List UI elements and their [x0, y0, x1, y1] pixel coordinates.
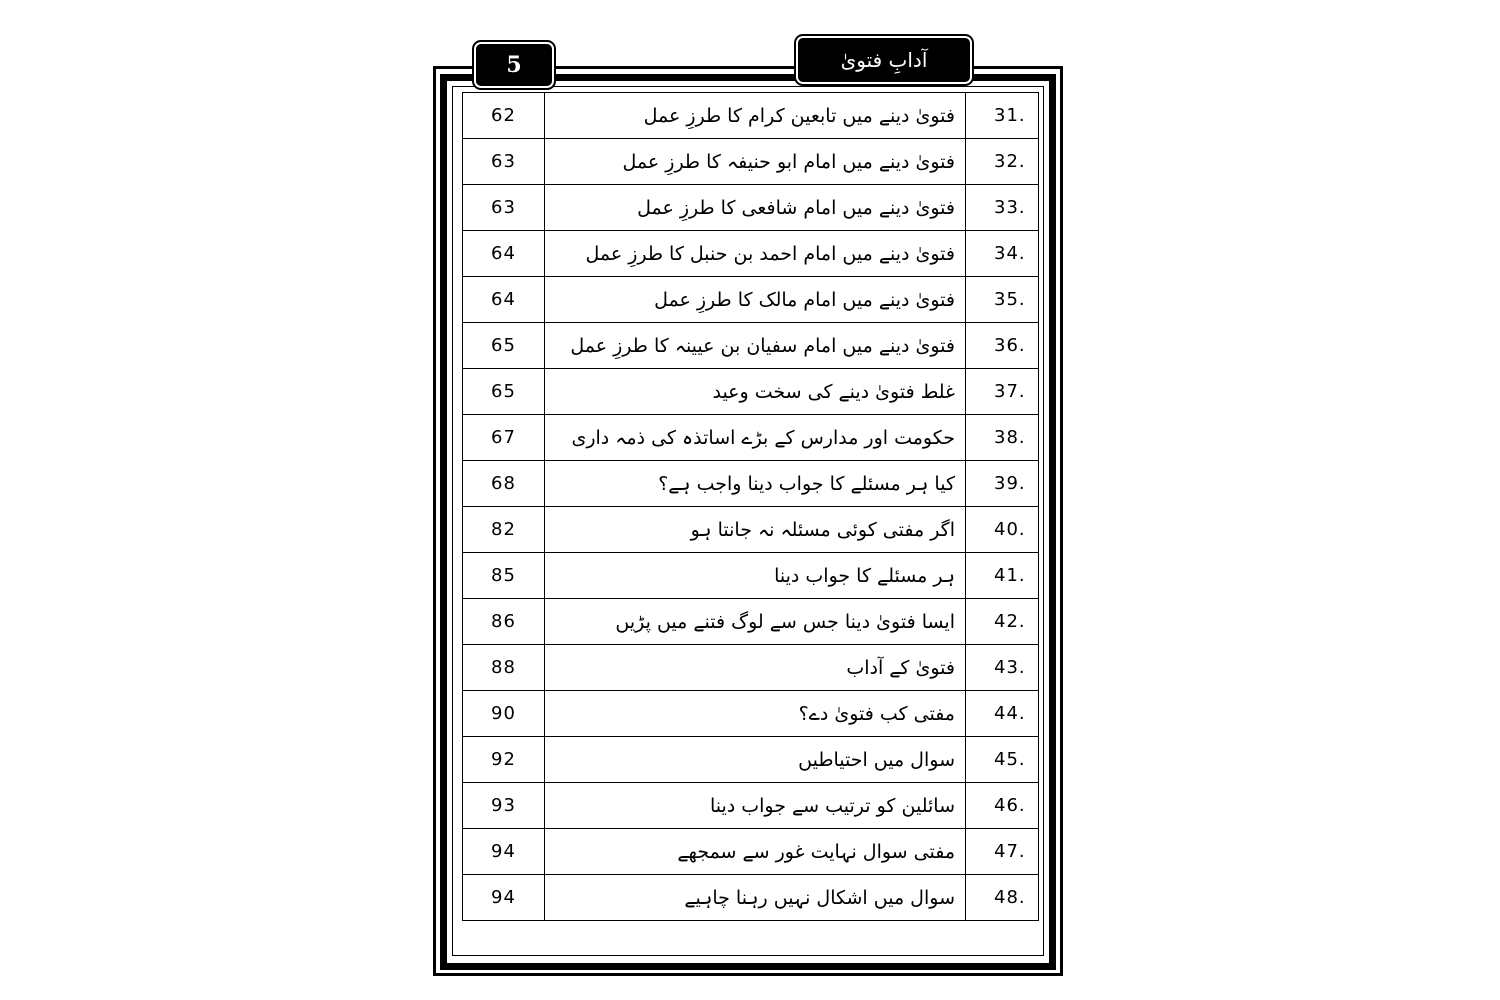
toc-entry-title: حکومت اور مدارس کے بڑے اساتذہ کی ذمہ داری — [545, 415, 966, 461]
toc-page-number: 86 — [463, 599, 545, 645]
toc-page-number: 68 — [463, 461, 545, 507]
toc-entry-number: 40. — [966, 507, 1039, 553]
toc-entry-number: 35. — [966, 277, 1039, 323]
toc-entry-title: فتویٰ کے آداب — [545, 645, 966, 691]
toc-entry-title: مفتی سوال نہایت غور سے سمجھے — [545, 829, 966, 875]
toc-entry-title: سوال میں احتیاطیں — [545, 737, 966, 783]
toc-page-number: 64 — [463, 231, 545, 277]
toc-entry-title: کیا ہر مسئلے کا جواب دینا واجب ہے؟ — [545, 461, 966, 507]
toc-entry-title: سائلین کو ترتیب سے جواب دینا — [545, 783, 966, 829]
toc-entry-number: 41. — [966, 553, 1039, 599]
toc-page-number: 63 — [463, 139, 545, 185]
book-title: آدابِ فتویٰ — [840, 48, 928, 72]
toc-entry-title: سوال میں اشکال نہیں رہنا چاہیے — [545, 875, 966, 921]
table-of-contents — [462, 92, 1039, 921]
table-row — [463, 645, 1039, 691]
toc-entry-number: 42. — [966, 599, 1039, 645]
toc-entry-title: فتویٰ دینے میں امام احمد بن حنبل کا طرزِ عمل — [545, 231, 966, 277]
table-row — [463, 829, 1039, 875]
toc-entry-number: 33. — [966, 185, 1039, 231]
toc-entry-number: 34. — [966, 231, 1039, 277]
toc-page-number: 94 — [463, 829, 545, 875]
table-row — [463, 461, 1039, 507]
table-row — [463, 93, 1039, 139]
table-row — [463, 599, 1039, 645]
toc-entry-number: 32. — [966, 139, 1039, 185]
toc-entry-number: 46. — [966, 783, 1039, 829]
toc-entry-number: 47. — [966, 829, 1039, 875]
toc-page-number: 92 — [463, 737, 545, 783]
toc-entry-title: غلط فتویٰ دینے کی سخت وعید — [545, 369, 966, 415]
toc-page-number: 90 — [463, 691, 545, 737]
toc-entry-title: ایسا فتویٰ دینا جس سے لوگ فتنے میں پڑیں — [545, 599, 966, 645]
toc-page-number: 82 — [463, 507, 545, 553]
toc-page-number: 67 — [463, 415, 545, 461]
table-row — [463, 369, 1039, 415]
toc-entry-title: مفتی کب فتویٰ دے؟ — [545, 691, 966, 737]
table-row — [463, 507, 1039, 553]
page-number: 5 — [506, 52, 522, 78]
toc-page-number: 64 — [463, 277, 545, 323]
toc-entry-number: 45. — [966, 737, 1039, 783]
toc-page-number: 65 — [463, 369, 545, 415]
toc-entry-title: فتویٰ دینے میں تابعین کرام کا طرزِ عمل — [545, 93, 966, 139]
toc-entry-number: 43. — [966, 645, 1039, 691]
toc-entry-number: 38. — [966, 415, 1039, 461]
table-row — [463, 737, 1039, 783]
toc-entry-title: ہر مسئلے کا جواب دینا — [545, 553, 966, 599]
toc-page-number: 88 — [463, 645, 545, 691]
book-title-tab — [798, 38, 970, 82]
table-row — [463, 783, 1039, 829]
table-row — [463, 139, 1039, 185]
toc-page-number: 65 — [463, 323, 545, 369]
toc-entry-number: 48. — [966, 875, 1039, 921]
toc-page-number: 63 — [463, 185, 545, 231]
toc-entry-number: 44. — [966, 691, 1039, 737]
table-row — [463, 185, 1039, 231]
page-number-tab — [476, 44, 552, 86]
table-row — [463, 875, 1039, 921]
table-row — [463, 323, 1039, 369]
toc-entry-title: فتویٰ دینے میں امام سفیان بن عیینہ کا طرزِ عمل — [545, 323, 966, 369]
toc-page-number: 94 — [463, 875, 545, 921]
table-row — [463, 691, 1039, 737]
table-row — [463, 231, 1039, 277]
toc-entry-title: فتویٰ دینے میں امام مالک کا طرزِ عمل — [545, 277, 966, 323]
toc-entry-number: 31. — [966, 93, 1039, 139]
toc-body — [463, 93, 1039, 921]
table-row — [463, 553, 1039, 599]
toc-entry-number: 37. — [966, 369, 1039, 415]
toc-entry-title: اگر مفتی کوئی مسئلہ نہ جانتا ہو — [545, 507, 966, 553]
table-row — [463, 415, 1039, 461]
table-row — [463, 277, 1039, 323]
toc-page-number: 93 — [463, 783, 545, 829]
toc-page-number: 85 — [463, 553, 545, 599]
toc-entry-title: فتویٰ دینے میں امام شافعی کا طرزِ عمل — [545, 185, 966, 231]
toc-entry-number: 36. — [966, 323, 1039, 369]
toc-entry-number: 39. — [966, 461, 1039, 507]
toc-entry-title: فتویٰ دینے میں امام ابو حنیفہ کا طرزِ عمل — [545, 139, 966, 185]
toc-page-number: 62 — [463, 93, 545, 139]
